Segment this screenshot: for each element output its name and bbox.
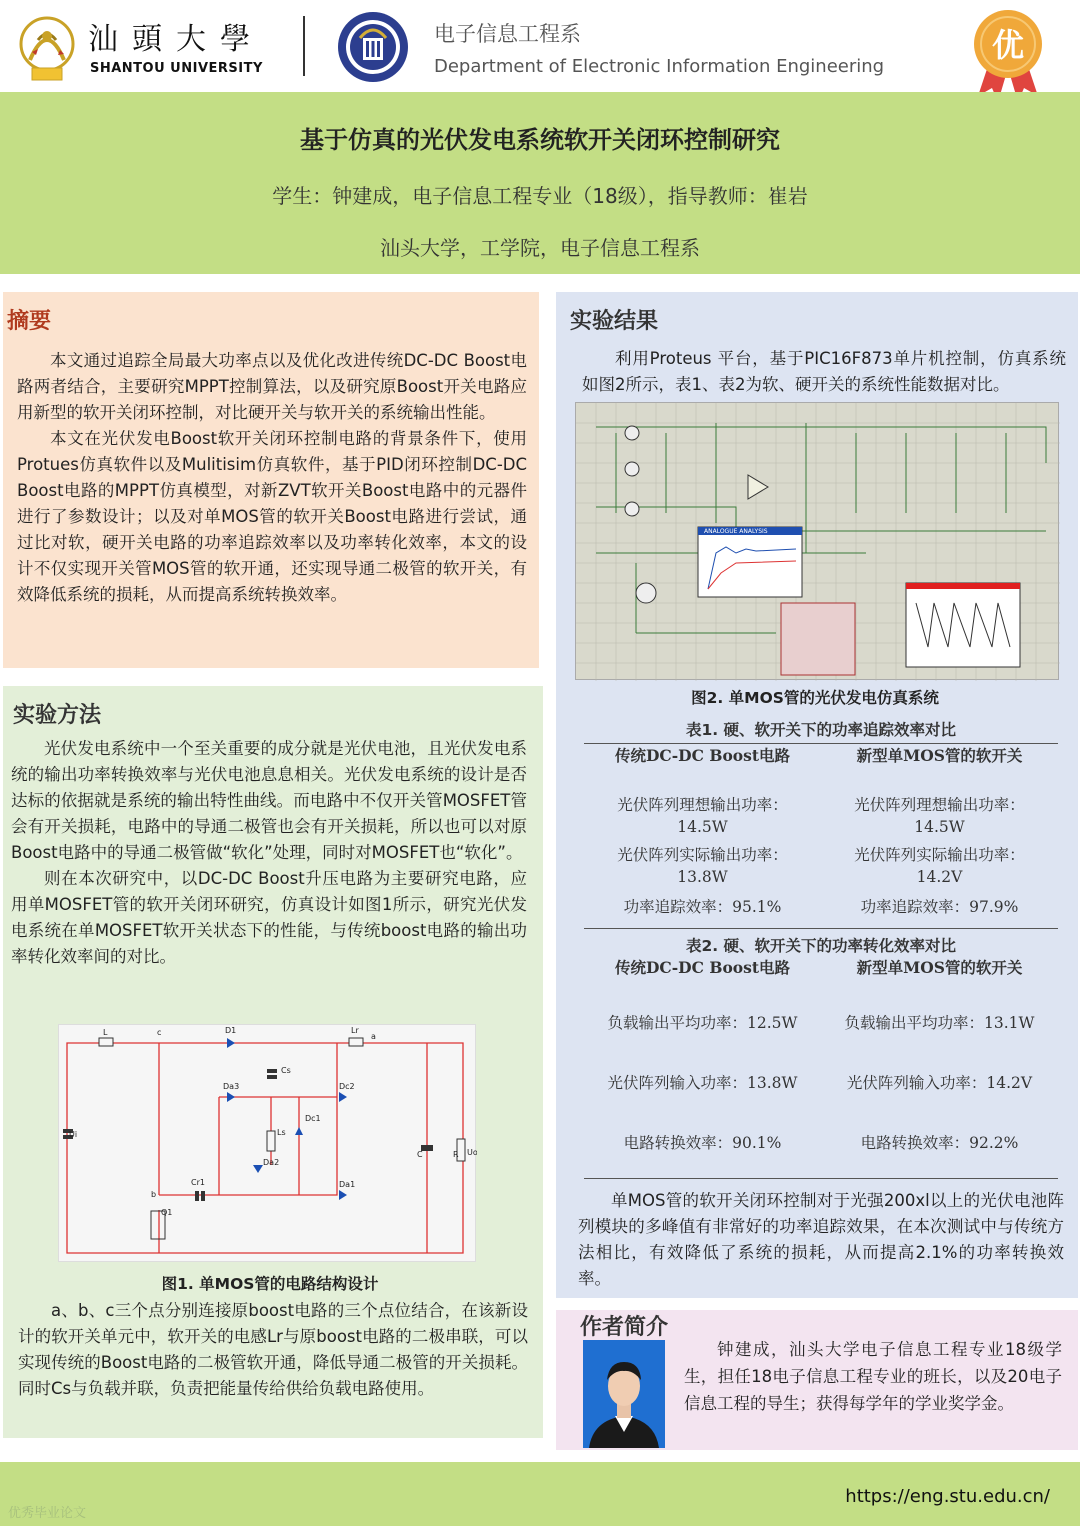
footer-url-link[interactable]: https://eng.stu.edu.cn/	[845, 1486, 1050, 1507]
circuit-label-Cr1: Cr1	[191, 1178, 205, 1187]
circuit-label-b: b	[151, 1190, 157, 1199]
table2-header-cell: 传统DC-DC Boost电路	[614, 958, 791, 977]
table1-cell: 功率追踪效率：97.9%	[860, 898, 1019, 916]
authors: 学生：钟建成，电子信息工程专业（18级），指导教师：崔岩	[272, 184, 808, 208]
method-paragraph: 则在本次研究中，以DC-DC Boost升压电路为主要研究电路，应用单MOSFET管的软开关闭环研究，仿真设计如图1所示，研究光伏发电系统在单MOSFET软开关状态下的性能，与传统boost电路的输出功率转化效率间的对比。	[11, 869, 527, 966]
circuit-label-Ls: Ls	[277, 1128, 286, 1137]
circuit-label-Q1: Q1	[161, 1208, 173, 1217]
circuit-label-c: c	[157, 1028, 162, 1037]
author-photo	[583, 1340, 665, 1448]
circuit-label-a: a	[371, 1032, 376, 1041]
author-bio	[684, 1336, 1062, 1417]
circuit-label-Cs: Cs	[281, 1066, 291, 1075]
table2-row	[584, 1012, 1058, 1034]
table2-header-cell: 新型单MOS管的软开关	[856, 958, 1023, 977]
header	[0, 0, 1080, 92]
abstract-panel	[3, 292, 539, 668]
method-paragraph: 光伏发电系统中一个至关重要的成分就是光伏电池，且光伏发电系统的输出功率转换效率与光伏电池息息相关。光伏发电系统的设计是否达标的依据就是系统的输出特性曲线。而电路中不仅开关管MOSFET管会有开关损耗，电路中的导通二极管也会有开关损耗，所以也可以对原Boost电路中的导通二极管做“软化”处理，同时对MOSFET也“软化”。	[11, 739, 527, 862]
badge-text: 优	[991, 26, 1025, 64]
circuit-label-C: C	[417, 1150, 423, 1159]
circuit-label-D1: D1	[225, 1026, 237, 1035]
table1-row	[584, 844, 1058, 888]
figure2-caption: 图2. 单MOS管的光伏发电仿真系统	[691, 689, 939, 707]
circuit-label-Da3: Da3	[223, 1082, 240, 1091]
table2-cell: 光伏阵列输入功率：13.8W	[607, 1074, 798, 1092]
table1	[584, 718, 1058, 929]
results-intro	[582, 346, 1066, 398]
circuit-label-R: R	[453, 1150, 459, 1159]
circuit-label-Da1: Da1	[339, 1180, 356, 1189]
shantou-university-logo	[16, 10, 78, 82]
circuit-label-Uo: Uo	[467, 1148, 477, 1157]
table2-header-row	[584, 956, 1058, 978]
table1-header-cell: 传统DC-DC Boost电路	[614, 746, 791, 765]
author-bio-paragraph: 钟建成，汕头大学电子信息工程专业18级学生，担任18电子信息工程专业的班长，以及20电子信息工程的导生；获得每学年的学业奖学金。	[684, 1340, 1062, 1413]
analogue-analysis-label: ANALOGUE ANALYSIS	[704, 528, 768, 535]
abstract-heading: 摘要	[7, 309, 52, 334]
university-name-en: SHANTOU UNIVERSITY	[90, 61, 263, 76]
department-logo	[336, 10, 410, 84]
department-name-en: Department of Electronic Information Engineering	[434, 56, 885, 77]
title-band	[0, 92, 1080, 274]
table1-cell: 光伏阵列实际输出功率： 14.2V	[854, 846, 1025, 886]
table1-bottom-rule	[584, 928, 1058, 929]
table2-caption: 表2. 硬、软开关下的功率转化效率对比	[685, 937, 957, 955]
results-heading: 实验结果	[570, 309, 659, 334]
figure1-caption: 图1. 单MOS管的电路结构设计	[161, 1275, 379, 1293]
affiliation: 汕头大学，工学院，电子信息工程系	[380, 236, 700, 260]
table1-cell: 光伏阵列理想输出功率： 14.5W	[854, 796, 1025, 836]
footer-watermark: 优秀毕业论文	[8, 1506, 87, 1521]
abstract-paragraph: 本文通过追踪全局最大功率点以及优化改进传统DC-DC Boost电路两者结合，主要研究MPPT控制算法，以及研究原Boost开关电路应用新型的软开关闭环控制，对比硬开关与软开关的系统输出性能。	[17, 351, 527, 422]
table2-cell: 电路转换效率：90.1%	[623, 1134, 782, 1152]
table1-row	[584, 896, 1058, 918]
method-body-continued	[18, 1298, 528, 1402]
results-conclusion	[578, 1188, 1064, 1292]
footer	[0, 1462, 1080, 1526]
circuit-label-L: L	[103, 1028, 108, 1037]
method-paragraph: a、b、c三个点分别连接原boost电路的三个点位结合，在该新设计的软开关单元中，软开关的电感Lr与原boost电路的二极串联，可以实现传统的Boost电路的二极管软开通，降低导通二极管的开关损耗。同时Cs与负载并联，负责把能量传给供给负载电路使用。	[18, 1301, 528, 1398]
abstract-body	[17, 348, 527, 608]
university-name-cn: 汕頭大學	[88, 22, 264, 57]
circuit-label-Da2: Da2	[263, 1158, 280, 1167]
circuit-label-Lr: Lr	[351, 1026, 359, 1035]
abstract-paragraph: 本文在光伏发电Boost软开关闭环控制电路的背景条件下，使用Protues仿真软件以及Mulitisim仿真软件，基于PID闭环控制DC-DC Boost电路的MPPT仿真模型，对新ZVT软开关Boost电路中的元器件进行了参数设计；以及对单MOS管的软开关Boost电路进行尝试，通过比对软，硬开关电路的功率追踪效率以及功率转化效率，本文的设计不仅实现开关管MOS管的软开通，还实现导通二极管的软开关，有效降低系统的损耗，从而提高系统转换效率。	[17, 429, 527, 604]
figure1-circuit-diagram	[58, 1024, 476, 1262]
circuit-label-Ui: Ui	[69, 1130, 78, 1139]
method-body	[11, 736, 527, 970]
table1-row	[584, 794, 1058, 838]
circuit-label-Dc2: Dc2	[339, 1082, 355, 1091]
excellent-badge-icon	[966, 6, 1050, 102]
department-name-cn: 电子信息工程系	[434, 22, 581, 46]
table2	[584, 934, 1058, 1179]
table2-row	[584, 1132, 1058, 1154]
table1-cell: 光伏阵列理想输出功率： 14.5W	[617, 796, 788, 836]
table2-cell: 电路转换效率：92.2%	[860, 1134, 1019, 1152]
table1-cell: 光伏阵列实际输出功率： 13.8W	[617, 846, 788, 886]
table1-caption: 表1. 硬、软开关下的功率追踪效率对比	[685, 721, 957, 739]
results-conclusion-paragraph: 单MOS管的软开关闭环控制对于光强200xl以上的光伏电池阵列模块的多峰值有非常好的功率追踪效果，在本次测试中与传统方法相比，有效降低了系统的损耗，从而提高2.1%的功率转换效率。	[578, 1191, 1064, 1288]
header-divider	[303, 16, 305, 76]
poster-title: 基于仿真的光伏发电系统软开关闭环控制研究	[300, 126, 780, 154]
figure2-simulation-screenshot	[575, 402, 1059, 680]
table1-header-cell: 新型单MOS管的软开关	[856, 746, 1023, 765]
table2-cell: 光伏阵列输入功率：14.2V	[846, 1074, 1033, 1092]
table2-cell: 负载输出平均功率：13.1W	[844, 1014, 1035, 1032]
results-intro-paragraph: 利用Proteus 平台，基于PIC16F873单片机控制，仿真系统如图2所示，表1、表2为软、硬开关的系统性能数据对比。	[582, 349, 1066, 394]
author-heading: 作者简介	[580, 1315, 669, 1340]
method-heading: 实验方法	[13, 703, 102, 728]
table1-header-row	[584, 744, 1058, 766]
table1-cell: 功率追踪效率：95.1%	[623, 898, 782, 916]
table2-cell: 负载输出平均功率：12.5W	[607, 1014, 798, 1032]
table2-bottom-rule	[584, 1178, 1058, 1179]
table2-row	[584, 1072, 1058, 1094]
circuit-label-Dc1: Dc1	[305, 1114, 321, 1123]
